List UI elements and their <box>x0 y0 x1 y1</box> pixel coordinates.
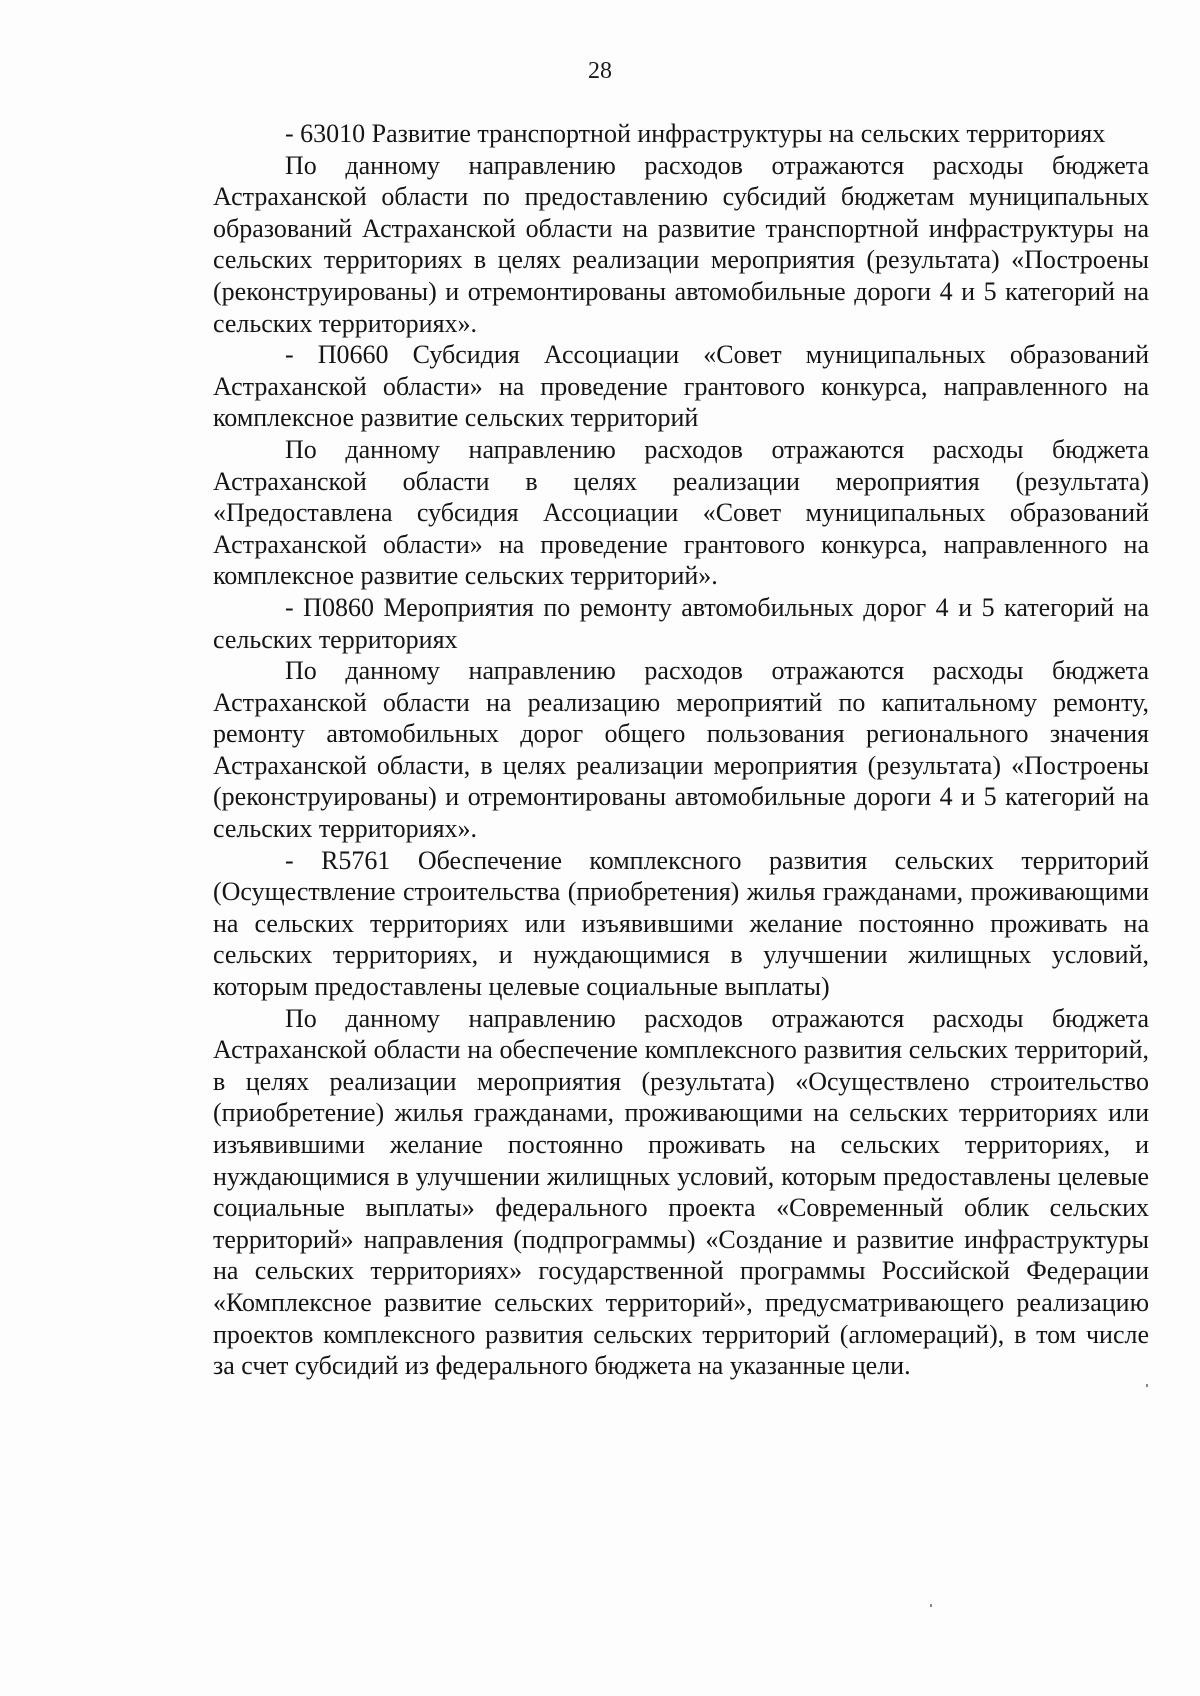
scan-speck <box>930 1604 932 1607</box>
paragraph-63010-heading: - 63010 Развитие транспортной инфраструктуры на сельских территориях <box>285 119 1106 148</box>
page-number: 28 <box>588 58 612 84</box>
paragraph-p0860-description: По данному направлению расходов отражаются расходы бюджета Астраханской области на реализацию мероприятий по капитальному ремонту, ремонту автомобильных дорог общего пользования регионального значения Астраханской области, в целях реализации мероприятия (результата) «Построены (реконструированы) и отремонтированы автомобильные дороги 4 и 5 категорий на сельских территориях». <box>213 656 1149 844</box>
scan-speck <box>1146 1384 1148 1387</box>
paragraph-p0660-heading: - П0660 Субсидия Ассоциации «Совет муниципальных образований Астраханской области» на проведение грантового конкурса, направленного на комплексное развитие сельских территорий <box>213 340 1149 433</box>
paragraph-r5761-description: По данному направлению расходов отражаются расходы бюджета Астраханской области на обеспечение комплексного развития сельских территорий, в целях реализации мероприятия (результата) «Осуществлено строительство (приобретение) жилья гражданами, проживающими на сельских территориях или изъявившими желание постоянно проживать на сельских территориях, и нуждающимися в улучшении жилищных условий, которым предоставлены целевые социальные выплаты» федерального проекта «Современный облик сельских территорий» направления (подпрограммы) «Создание и развитие инфраструктуры на сельских территориях» государственной программы Российской Федерации «Комплексное развитие сельских территорий», предусматривающего реализацию проектов комплексного развития сельских территорий (агломераций), в том числе за счет субсидий из федерального бюджета на указанные цели. <box>213 1003 1149 1381</box>
document-body <box>213 118 1149 1382</box>
paragraph-63010-description: По данному направлению расходов отражаются расходы бюджета Астраханской области по предоставлению субсидий бюджетам муниципальных образований Астраханской области на развитие транспортной инфраструктуры на сельских территориях в целях реализации мероприятия (результата) «Построены (реконструированы) и отремонтированы автомобильные дороги 4 и 5 категорий на сельских территориях». <box>213 150 1149 338</box>
paragraph-r5761-heading: - R5761 Обеспечение комплексного развития сельских территорий (Осуществление строительства (приобретения) жилья гражданами, проживающими на сельских территориях или изъявившими желание постоянно проживать на сельских территориях, и нуждающимися в улучшении жилищных условий, которым предоставлены целевые социальные выплаты) <box>213 845 1149 1002</box>
paragraph-p0660-description: По данному направлению расходов отражаются расходы бюджета Астраханской области в целях реализации мероприятия (результата) «Предоставлена субсидия Ассоциации «Совет муниципальных образований Астраханской области» на проведение грантового конкурса, направленного на комплексное развитие сельских территорий». <box>213 434 1149 591</box>
paragraph-p0860-heading: - П0860 Мероприятия по ремонту автомобильных дорог 4 и 5 категорий на сельских территориях <box>213 592 1149 654</box>
